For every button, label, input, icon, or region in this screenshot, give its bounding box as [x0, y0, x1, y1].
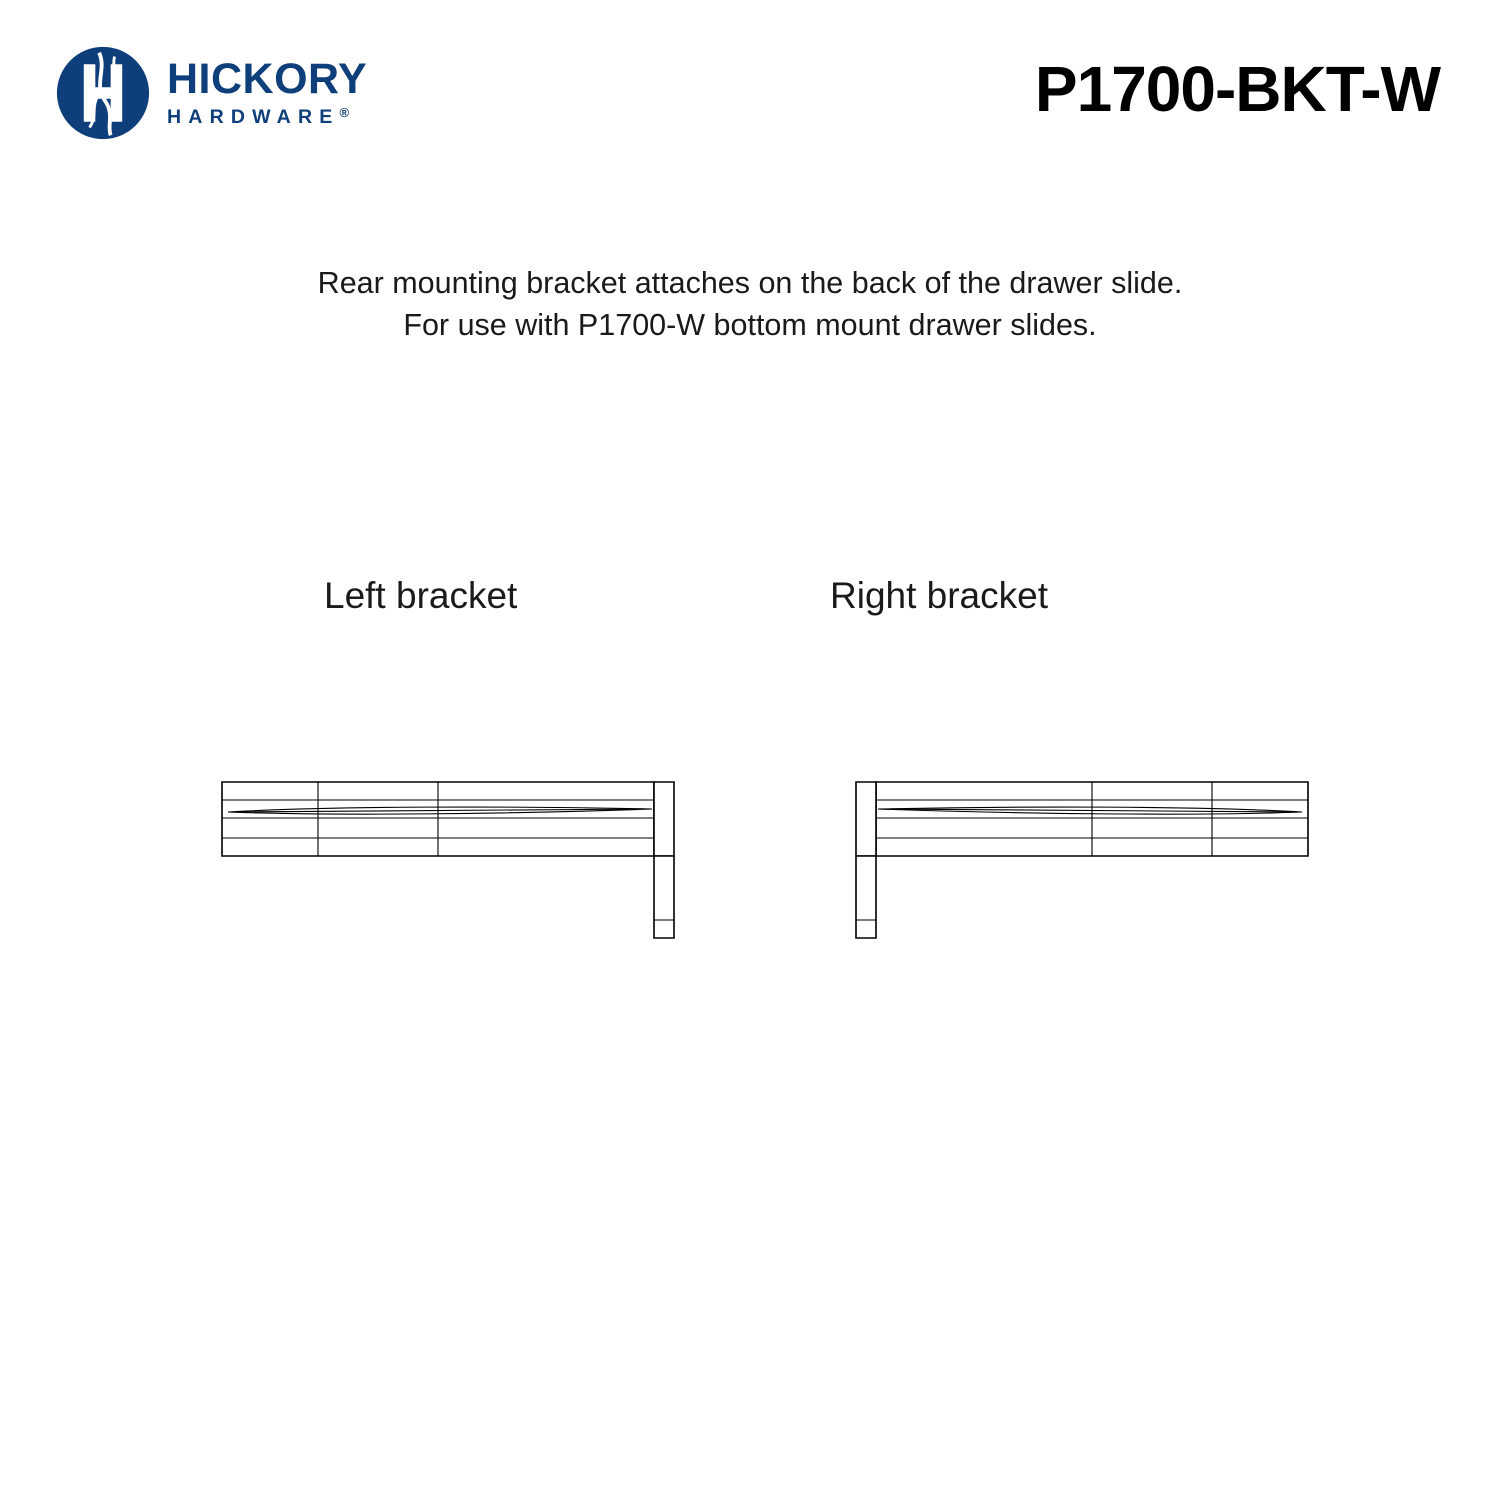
right-bracket-drawing: [840, 760, 1320, 960]
product-sku: P1700-BKT-W: [1034, 53, 1440, 125]
left-bracket-label: Left bracket: [324, 575, 518, 616]
hickory-h-monogram-icon: [55, 45, 151, 141]
right-bracket-label: Right bracket: [830, 575, 1048, 616]
page-header: [0, 0, 1500, 170]
brand-logo: [55, 45, 367, 141]
brand-wordmark: [167, 57, 367, 129]
description-line-1: Rear mounting bracket attaches on the back of the drawer slide.: [317, 266, 1183, 300]
brand-subname: [167, 101, 367, 129]
product-description: [0, 262, 1500, 346]
brand-subname-text: HARDWARE: [167, 106, 340, 128]
left-bracket-drawing: [210, 760, 690, 960]
brand-name: HICKORY: [167, 55, 368, 103]
registered-mark: ®: [339, 105, 350, 120]
description-line-2: For use with P1700-W bottom mount drawer slides.: [403, 308, 1097, 342]
